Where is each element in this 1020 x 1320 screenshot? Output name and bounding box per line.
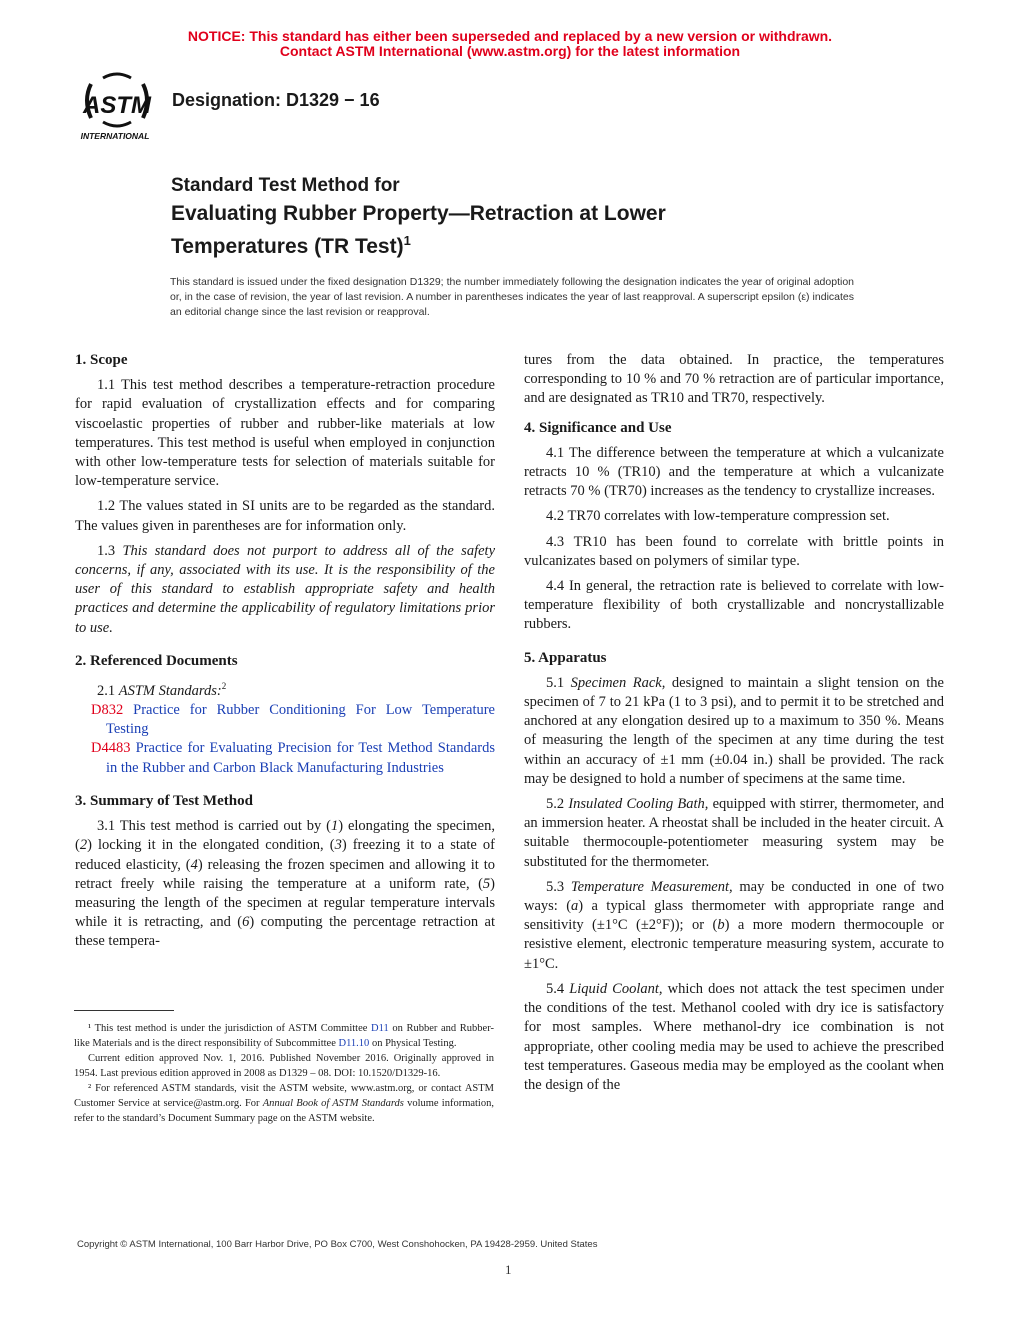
apparatus-5-4: 5.4 Liquid Coolant, which does not attack the test specimen under the conditions of the test. Methanol cooled with dry ice is satisfactory for most samples. Where methanol-dry ice combination is not appropriate, other cooling media may be used to achieve the prescribed test temperatures. Gaseous media may be employed as the coolant when the design of the [524, 980, 944, 1093]
significance-heading: 4. Significance and Use [524, 419, 672, 436]
scope-1-1: 1.1 This test method describes a temperature-retraction procedure for rapid evaluation of crystallization effects and for comparing viscoelastic properties of rubber and rubber-like materials at low temperatures. This test method is useful when employed in conjunction with other low-temperature tests for selection of materials suitable for low-temperature service. [75, 377, 495, 490]
scope-1-3: 1.3 This standard does not purport to address all of the safety concerns, if any, associated with its use. It is the responsibility of the user of this standard to establish appropriate safety and health practices and determine the applicability of regulatory limitations prior to use. [75, 542, 496, 636]
title-line-1: Standard Test Method for [171, 175, 400, 196]
apparatus-5-2: 5.2 Insulated Cooling Bath, equipped with stirrer, thermometer, and an immersion heater. A rheostat shall be included in the heater circuit. A suitable thermocouple-potentiometer measuring system may be substituted for the thermometer. [524, 796, 944, 870]
apparatus-5-3: 5.3 Temperature Measurement, may be conducted in one of two ways: (a) a typical glass thermometer with appropriate range and sensitivity (±1°C (±2°F)); or (b) a more modern thermocouple or resistive element, electronic temperature measuring system, accurate to ±1°C. [524, 878, 945, 972]
footnote-2: ² For referenced ASTM standards, visit the ASTM website, www.astm.org, or contact ASTM Customer Service at service@astm.org. For Annual Book of ASTM Standards volume information, refer to the standard’s Document Summary page on the ASTM website. [74, 1083, 494, 1124]
refs-2-1: 2.1 ASTM Standards:$^2$ [97, 681, 227, 699]
summary-heading: 3. Summary of Test Method [75, 792, 253, 809]
notice-line-1: NOTICE: This standard has either been superseded and replaced by a new version or withdrawn. [187, 28, 833, 44]
designation: Designation: D1329 − 16 [172, 90, 380, 110]
refs-heading: 2. Referenced Documents [75, 652, 238, 669]
astm-logo [73, 72, 161, 144]
title-line-3: Temperatures (TR Test)$^1$ [171, 233, 411, 258]
significance-4-4: 4.4 In general, the retraction rate is believed to correlate with low-temperature flexibility of both crystallizable and noncrystallizable rubbers. [524, 578, 944, 633]
significance-4-1: 4.1 The difference between the temperature at which a vulcanizate retracts 10 % (TR10) and the temperature at which a vulcanizate retracts 70 % (TR70) increases as the tendency to crystallize increases. [524, 444, 944, 500]
ref-d832[interactable]: D832 Practice for Rubber Conditioning For Low Temperature Testing [91, 702, 495, 738]
page-number: 1 [505, 1262, 512, 1277]
footnotes [74, 1021, 494, 1126]
apparatus-heading: 5. Apparatus [524, 649, 607, 666]
ref-d4483[interactable]: D4483 Practice for Evaluating Precision for Test Method Standards in the Rubber and Carbon Black Manufacturing Industries [91, 740, 495, 776]
footnote-link-d11-10[interactable]: D11.10 [338, 1038, 370, 1049]
apparatus-5-1: 5.1 Specimen Rack, designed to maintain a slight tension on the specimen of 7 to 21 kPa (1 to 3 psi), and to permit it to be stretched and anchored at any elongation desired up to a maximum to 350 %. Means of measuring the length of the specimen at any time during the test within an accuracy of ±1 mm (±0.04 in.) shall be provided. The rack may be designed to hold a number of specimens at the same time. [524, 674, 944, 787]
footnote-edition: Current edition approved Nov. 1, 2016. Published November 2016. Originally approved in 1954. Last previous edition approved in 2008 as D1329 – 08. DOI: 10.1520/D1329-16. [74, 1053, 494, 1079]
logo-caption: INTERNATIONAL [80, 131, 150, 141]
summary-3-1: 3.1 This test method is carried out by (1) elongating the specimen, (2) locking it in the elongated condition, (3) freezing it to a state of reduced elasticity, (4) releasing the frozen specimen and allowing it to retract freely while raising the temperature at a uniform rate, (5) measuring the length of the specimen at regular temperature intervals while it is retracting, and (6) computing the percentage retraction at these tempera- [75, 818, 495, 950]
footnote-link-d11[interactable]: D11 [371, 1023, 389, 1034]
footnote-1: ¹ This test method is under the jurisdiction of ASTM Committee D11 on Rubber and Rubber-like Materials and is the direct responsibility of Subcommittee D11.10 on Physical Testing. [74, 1023, 494, 1049]
logo-letters: ASTM [83, 92, 151, 119]
scope-heading: 1. Scope [75, 352, 128, 368]
significance-4-2: 4.2 TR70 correlates with low-temperature compression set. [546, 508, 890, 525]
right-column [524, 351, 944, 1095]
notice-line-2: Contact ASTM International (www.astm.org) for the latest information [279, 43, 741, 59]
footnote-rule [74, 1010, 174, 1011]
title-main [171, 200, 791, 260]
intro-paragraph: This standard is issued under the fixed designation D1329; the number immediately following the designation indicates the year of original adoption or, in the case of revision, the year of last revision. A number in parentheses indicates the year of last reapproval. A superscript epsilon (ε) indicates an editorial change since the last revision or reapproval. [170, 276, 854, 318]
left-column [75, 351, 495, 952]
significance-4-3: 4.3 TR10 has been found to correlate with brittle points in vulcanizates based on polymers of similar type. [524, 533, 944, 569]
copyright-footer: Copyright © ASTM International, 100 Barr Harbor Drive, PO Box C700, West Conshohocken, PA 19428-2959. United States [77, 1239, 598, 1250]
summary-3-1-continued: tures from the data obtained. In practice, the temperatures corresponding to 10 % and 70 % retraction are of particular importance, and are designated as TR10 and TR70, respectively. [524, 352, 944, 407]
title-line-2: Evaluating Rubber Property—Retraction at Lower [171, 202, 666, 225]
scope-1-2: 1.2 The values stated in SI units are to be regarded as the standard. The values given in parentheses are for information only. [75, 498, 495, 534]
title-footnote-mark: 1 [403, 233, 411, 248]
